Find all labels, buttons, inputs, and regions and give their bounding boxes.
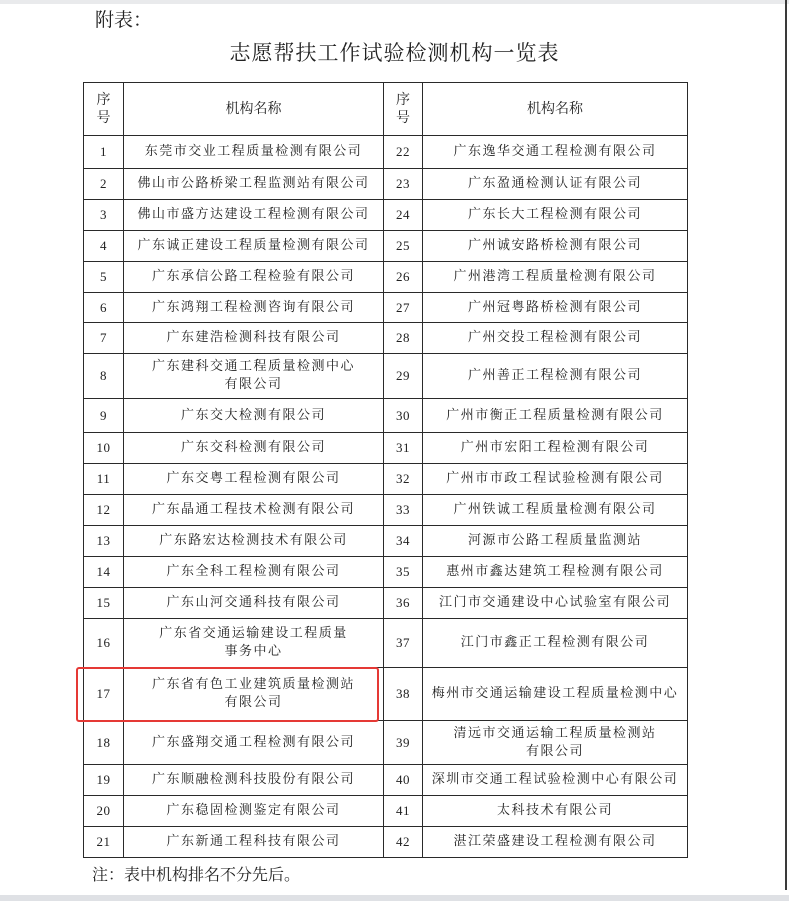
institution-name-right-line: 广州市衡正工程质量检测有限公司 bbox=[446, 407, 664, 423]
institution-name-right-line: 广东逸华交通工程检测有限公司 bbox=[453, 144, 657, 159]
institution-name-left bbox=[124, 557, 384, 588]
row-number-left: 3 bbox=[84, 200, 124, 231]
table-row bbox=[84, 262, 688, 293]
row-number-left: 6 bbox=[84, 293, 124, 323]
institution-name-right-line: 清远市交通运输工程质量检测站 bbox=[453, 725, 657, 741]
institution-name-right bbox=[423, 169, 688, 200]
row-number-right: 32 bbox=[384, 464, 423, 495]
institution-name-left-line: 广东顺融检测科技股份有限公司 bbox=[151, 772, 355, 787]
institution-name-right bbox=[423, 588, 688, 619]
header-no-line2: 号 bbox=[396, 110, 410, 126]
header-no-line1: 序 bbox=[96, 92, 111, 108]
institution-name-left-line: 广东山河交通科技有限公司 bbox=[166, 595, 341, 610]
institution-name-right bbox=[423, 765, 688, 796]
institution-name-left bbox=[124, 464, 384, 495]
row-number-left: 11 bbox=[84, 464, 124, 495]
institution-name-left bbox=[124, 765, 384, 796]
institution-name-left-line: 有限公司 bbox=[224, 695, 283, 710]
institution-name-left bbox=[124, 796, 384, 827]
institution-name-right-line: 广州铁诚工程质量检测有限公司 bbox=[453, 502, 657, 517]
institution-name-right bbox=[423, 262, 688, 293]
row-number-right: 26 bbox=[384, 262, 423, 293]
institution-name-right-line: 太科技术有限公司 bbox=[496, 803, 613, 818]
row-number-right: 36 bbox=[384, 588, 423, 619]
institution-name-left-line: 广东路宏达检测技术有限公司 bbox=[159, 533, 348, 548]
header-no-line2: 号 bbox=[96, 110, 111, 126]
institution-name-left bbox=[124, 668, 384, 721]
institution-name-left-line: 佛山市盛方达建设工程检测有限公司 bbox=[137, 207, 370, 222]
table-row bbox=[84, 293, 688, 323]
header-name-right: 机构名称 bbox=[423, 83, 688, 136]
table-row bbox=[84, 619, 688, 668]
institution-name-left bbox=[124, 619, 384, 668]
row-number-right: 29 bbox=[384, 354, 423, 399]
institution-name-right-line: 广州市市政工程试验检测有限公司 bbox=[446, 471, 664, 486]
institution-name-right-line: 惠州市鑫达建筑工程检测有限公司 bbox=[446, 564, 664, 579]
institution-name-left bbox=[124, 827, 384, 858]
institution-name-left-line: 广东建浩检测科技有限公司 bbox=[166, 330, 341, 345]
row-number-right: 35 bbox=[384, 557, 423, 588]
row-number-right: 22 bbox=[384, 136, 423, 169]
table-row bbox=[84, 526, 688, 557]
row-number-left: 18 bbox=[84, 721, 124, 765]
table-row bbox=[84, 765, 688, 796]
institution-name-right-line: 有限公司 bbox=[525, 743, 584, 759]
table-row bbox=[84, 557, 688, 588]
institution-name-right bbox=[423, 668, 688, 721]
row-number-left: 8 bbox=[84, 354, 124, 399]
row-number-left: 13 bbox=[84, 526, 124, 557]
row-number-right: 39 bbox=[384, 721, 423, 765]
institution-name-right bbox=[423, 231, 688, 262]
row-number-right: 42 bbox=[384, 827, 423, 858]
row-number-left: 16 bbox=[84, 619, 124, 668]
table-row bbox=[84, 588, 688, 619]
institution-name-right bbox=[423, 526, 688, 557]
row-number-left: 1 bbox=[84, 136, 124, 169]
institution-name-left bbox=[124, 136, 384, 169]
row-number-right: 28 bbox=[384, 323, 423, 354]
institution-name-left bbox=[124, 399, 384, 433]
institution-name-left bbox=[124, 433, 384, 464]
table-row bbox=[84, 323, 688, 354]
institution-name-left-line: 广东诚正建设工程质量检测有限公司 bbox=[137, 238, 370, 253]
institution-name-right-line: 广东长大工程检测有限公司 bbox=[467, 207, 642, 222]
row-number-right: 31 bbox=[384, 433, 423, 464]
institution-name-right-line: 江门市鑫正工程检测有限公司 bbox=[460, 635, 650, 650]
row-number-left: 20 bbox=[84, 796, 124, 827]
institution-name-left bbox=[124, 721, 384, 765]
institution-name-left bbox=[124, 354, 384, 399]
institution-name-left-line: 广东交大检测有限公司 bbox=[180, 407, 326, 423]
table-row bbox=[84, 354, 688, 399]
institution-name-right-line: 广东盈通检测认证有限公司 bbox=[467, 176, 642, 191]
institution-name-left-line: 有限公司 bbox=[224, 377, 283, 392]
table-row bbox=[84, 796, 688, 827]
institution-name-left-line: 广东承信公路工程检验有限公司 bbox=[151, 269, 355, 284]
institution-name-left bbox=[124, 262, 384, 293]
row-number-left: 14 bbox=[84, 557, 124, 588]
institution-name-left-line: 广东盛翔交通工程检测有限公司 bbox=[151, 734, 355, 750]
institution-name-left bbox=[124, 323, 384, 354]
institution-name-left-line: 广东省有色工业建筑质量检测站 bbox=[151, 677, 355, 692]
row-number-left: 2 bbox=[84, 169, 124, 200]
institution-name-left bbox=[124, 588, 384, 619]
table-row bbox=[84, 827, 688, 858]
table-row bbox=[84, 668, 688, 721]
row-number-right: 25 bbox=[384, 231, 423, 262]
table-row bbox=[84, 200, 688, 231]
row-number-left: 12 bbox=[84, 495, 124, 526]
institution-name-left-line: 广东建科交通工程质量检测中心 bbox=[151, 359, 355, 374]
institution-name-left-line: 广东新通工程科技有限公司 bbox=[166, 834, 341, 849]
institution-name-left bbox=[124, 231, 384, 262]
row-number-right: 27 bbox=[384, 293, 423, 323]
viewer-bottom-bar bbox=[0, 895, 789, 901]
institution-name-right bbox=[423, 495, 688, 526]
document-title: 志愿帮扶工作试验检测机构一览表 bbox=[229, 41, 560, 65]
institution-name-right bbox=[423, 200, 688, 231]
institution-name-right-line: 湛江荣盛建设工程检测有限公司 bbox=[453, 834, 657, 849]
institution-name-left-line: 广东交科检测有限公司 bbox=[180, 440, 326, 455]
table-row bbox=[84, 495, 688, 526]
institution-name-right bbox=[423, 557, 688, 588]
row-number-left: 5 bbox=[84, 262, 124, 293]
institution-name-right bbox=[423, 721, 688, 765]
row-number-right: 24 bbox=[384, 200, 423, 231]
institution-name-left-line: 广东交粤工程检测有限公司 bbox=[166, 471, 341, 486]
institution-name-right-line: 广州市宏阳工程检测有限公司 bbox=[460, 440, 650, 455]
row-number-right: 41 bbox=[384, 796, 423, 827]
institution-name-right-line: 深圳市交通工程试验检测中心有限公司 bbox=[431, 772, 679, 787]
institution-name-right bbox=[423, 796, 688, 827]
institution-name-right-line: 广州交投工程检测有限公司 bbox=[467, 330, 642, 345]
institution-name-left-line: 广东鸿翔工程检测咨询有限公司 bbox=[151, 299, 355, 315]
table-row bbox=[84, 136, 688, 169]
row-number-left: 17 bbox=[84, 668, 124, 721]
institution-name-left bbox=[124, 293, 384, 323]
institution-name-right-line: 江门市交通建设中心试验室有限公司 bbox=[438, 595, 671, 610]
row-number-right: 30 bbox=[384, 399, 423, 433]
row-number-right: 40 bbox=[384, 765, 423, 796]
institution-name-right-line: 广州冠粤路桥检测有限公司 bbox=[467, 299, 642, 315]
institution-name-left-line: 广东省交通运输建设工程质量 bbox=[159, 626, 348, 641]
table-row bbox=[84, 231, 688, 262]
institution-name-right-line: 广州善正工程检测有限公司 bbox=[467, 368, 642, 383]
institution-name-right-line: 广州港湾工程质量检测有限公司 bbox=[453, 269, 657, 284]
institution-name-right bbox=[423, 464, 688, 495]
institution-name-left-line: 佛山市公路桥梁工程监测站有限公司 bbox=[137, 176, 370, 191]
institution-name-right bbox=[423, 323, 688, 354]
row-number-right: 23 bbox=[384, 169, 423, 200]
table-row bbox=[84, 399, 688, 433]
table-note: 注：表中机构排名不分先后。 bbox=[92, 865, 301, 884]
row-number-left: 21 bbox=[84, 827, 124, 858]
row-number-left: 9 bbox=[84, 399, 124, 433]
row-number-left: 4 bbox=[84, 231, 124, 262]
page-right-edge bbox=[785, 0, 787, 890]
header-no-right bbox=[384, 83, 423, 136]
institution-name-left-line: 东莞市交业工程质量检测有限公司 bbox=[144, 144, 363, 159]
row-number-left: 10 bbox=[84, 433, 124, 464]
row-number-left: 7 bbox=[84, 323, 124, 354]
row-number-right: 34 bbox=[384, 526, 423, 557]
institution-name-left-line: 事务中心 bbox=[224, 644, 283, 659]
table-row bbox=[84, 433, 688, 464]
institution-name-left bbox=[124, 169, 384, 200]
institution-name-left bbox=[124, 200, 384, 231]
institution-name-right-line: 广州诚安路桥检测有限公司 bbox=[467, 238, 642, 253]
institution-name-right bbox=[423, 433, 688, 464]
table-header-row bbox=[84, 83, 688, 136]
institutions-table bbox=[83, 82, 688, 858]
institution-name-right bbox=[423, 354, 688, 399]
row-number-right: 33 bbox=[384, 495, 423, 526]
institution-name-right bbox=[423, 399, 688, 433]
appendix-label: 附表： bbox=[95, 9, 153, 31]
header-no-left bbox=[84, 83, 124, 136]
institution-name-right bbox=[423, 136, 688, 169]
institution-name-right bbox=[423, 827, 688, 858]
institution-name-left-line: 广东全科工程检测有限公司 bbox=[166, 564, 341, 579]
row-number-right: 37 bbox=[384, 619, 423, 668]
row-number-left: 19 bbox=[84, 765, 124, 796]
institution-name-left-line: 广东稳固检测鉴定有限公司 bbox=[166, 803, 341, 818]
row-number-left: 15 bbox=[84, 588, 124, 619]
institution-name-left bbox=[124, 526, 384, 557]
table-row bbox=[84, 464, 688, 495]
header-name-left: 机构名称 bbox=[124, 83, 384, 136]
row-number-right: 38 bbox=[384, 668, 423, 721]
institution-name-right bbox=[423, 619, 688, 668]
table-row bbox=[84, 721, 688, 765]
institution-name-left-line: 广东晶通工程技术检测有限公司 bbox=[151, 502, 355, 517]
institution-name-left bbox=[124, 495, 384, 526]
institution-name-right bbox=[423, 293, 688, 323]
header-no-line1: 序 bbox=[396, 92, 410, 108]
institution-name-right-line: 河源市公路工程质量监测站 bbox=[467, 533, 642, 548]
viewer-top-bar bbox=[0, 0, 789, 4]
table-row bbox=[84, 169, 688, 200]
institution-name-right-line: 梅州市交通运输建设工程质量检测中心 bbox=[431, 686, 679, 701]
